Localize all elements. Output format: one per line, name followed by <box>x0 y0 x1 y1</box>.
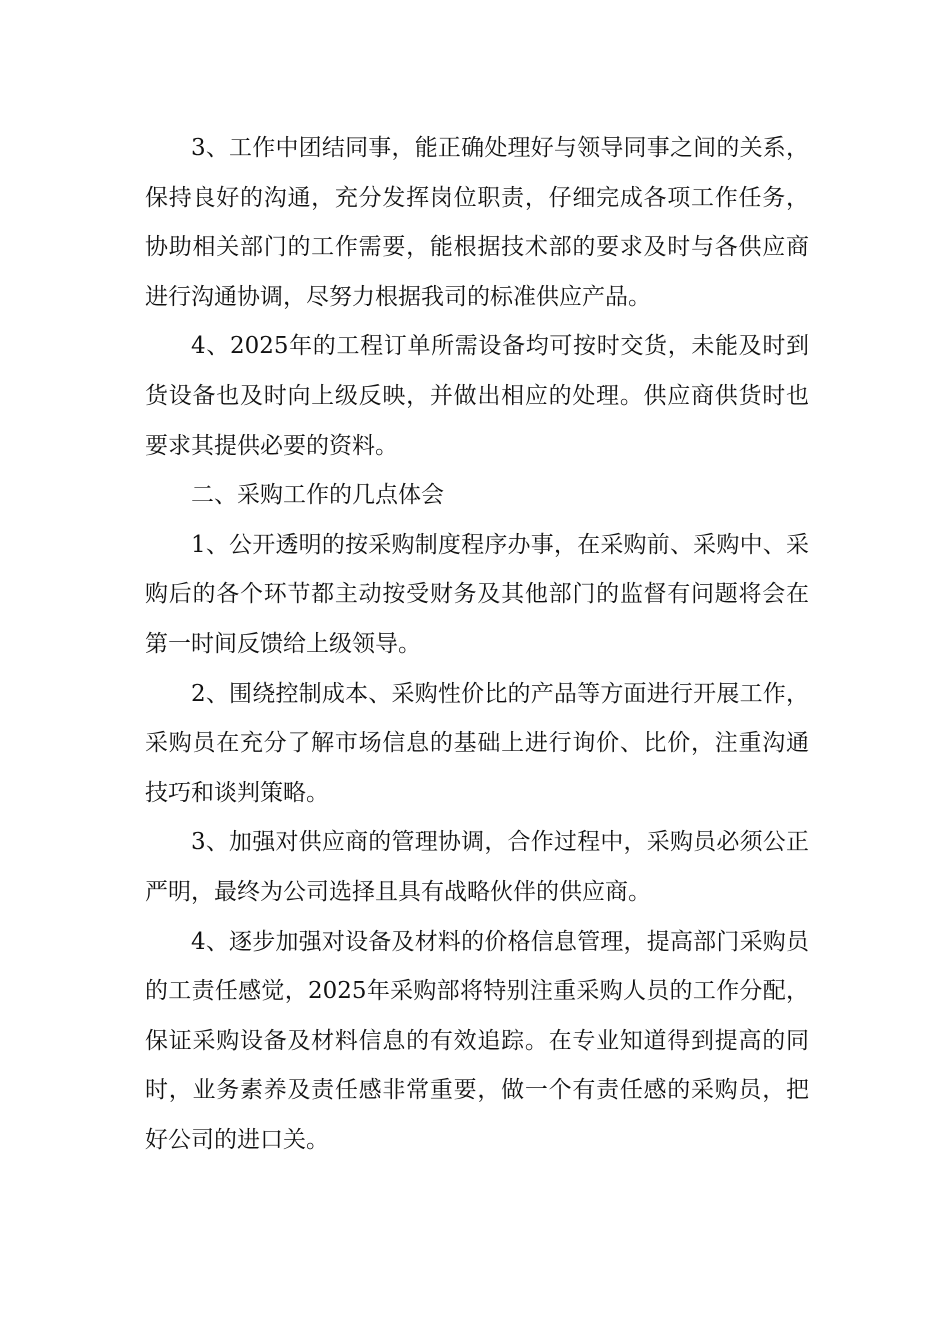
document-body <box>145 124 809 1165</box>
paragraph-price-info: 4、逐步加强对设备及材料的价格信息管理，提高部门采购员的工责任感觉，2025年采购部将特别注重采购人员的工作分配，保证采购设备及材料信息的有效追踪。在专业知道得到提高的同时，业务素养及责任感非常重要，做一个有责任感的采购员，把好公司的进口关。 <box>145 928 809 1153</box>
paragraph-cost-control: 2、围绕控制成本、采购性价比的产品等方面进行开展工作，采购员在充分了解市场信息的基础上进行询价、比价，注重沟通技巧和谈判策略。 <box>145 680 809 806</box>
paragraph-transparency: 1、公开透明的按采购制度程序办事，在采购前、采购中、采购后的各个环节都主动按受财务及其他部门的监督有问题将会在第一时间反馈给上级领导。 <box>145 531 809 657</box>
paragraph-delivery: 4、2025年的工程订单所需设备均可按时交货，未能及时到货设备也及时向上级反映，并做出相应的处理。供应商供货时也要求其提供必要的资料。 <box>145 333 809 459</box>
section-heading-experience: 二、采购工作的几点体会 <box>191 482 444 509</box>
paragraph-supplier-management: 3、加强对供应商的管理协调，合作过程中，采购员必须公正严明，最终为公司选择且具有战略伙伴的供应商。 <box>145 829 809 905</box>
paragraph-cooperation: 3、工作中团结同事，能正确处理好与领导同事之间的关系，保持良好的沟通，充分发挥岗位职责，仔细完成各项工作任务，协助相关部门的工作需要，能根据技术部的要求及时与各供应商进行沟通协调，尽努力根据我司的标准供应产品。 <box>145 135 809 310</box>
